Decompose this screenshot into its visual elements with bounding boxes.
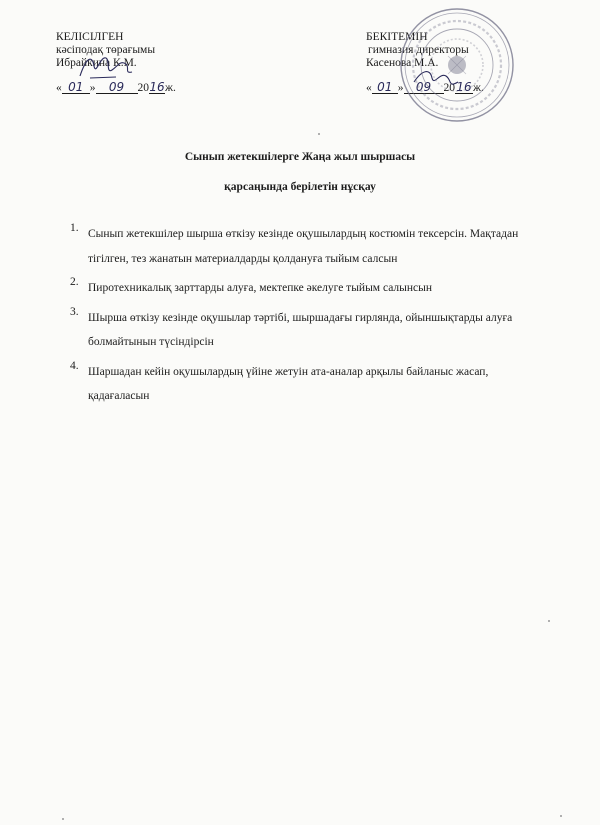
approval-right-heading: БЕКІТЕМІН [366, 31, 428, 43]
list-item [70, 306, 550, 355]
date-month: 09 [96, 81, 138, 94]
scan-speck [548, 620, 550, 622]
date-year-prefix: 20 [137, 82, 149, 94]
date-year-prefix: 20 [443, 82, 455, 94]
document-title-line2: қарсаңында берілетін нұсқау [224, 181, 376, 193]
list-item [70, 222, 550, 271]
approval-right-name: Касенова М.А. [366, 57, 439, 69]
date-mid-quote: » [89, 82, 96, 94]
approval-right-position: гимназия директоры [368, 44, 469, 56]
date-year-suffix: 16 [149, 80, 165, 94]
list-item-text: Шаршадан кейін оқушылардың үйіне жетуін ата-аналар арқылы байланыс жасап, қадағаласын [88, 365, 489, 402]
date-year-suffix: 16 [456, 80, 472, 94]
scan-speck [62, 818, 64, 820]
approval-left-heading: КЕЛІСІЛГЕН [56, 31, 124, 43]
date-day: 01 [62, 81, 90, 94]
list-item-text: Пиротехникалық зарттарды алуға, мектепке әкелуге тыйым салынсын [88, 282, 433, 294]
list-item-number: 3. [70, 305, 79, 318]
list-item [70, 360, 550, 409]
scan-speck [318, 133, 320, 135]
list-item-number: 4. [70, 359, 79, 372]
date-day: 01 [372, 81, 398, 94]
date-open-quote: « [366, 82, 372, 94]
date-suffix: ж. [473, 82, 484, 94]
date-suffix: ж. [165, 82, 176, 94]
approval-left-position: кәсіподақ төрағымы [56, 44, 156, 56]
list-item-text: Шырша өткізу кезінде оқушылар тәртібі, шыршадағы гирлянда, ойыншықтарды алуға болмайтынын түсіндірсін [88, 311, 513, 348]
list-item-text: Сынып жетекшілер шырша өткізу кезінде оқушылардың костюмін тексерсін. Мақтадан тігілген, тез жанатын материалдарды қолдануға тыйым салсын [88, 228, 519, 265]
document-title-line1: Сынып жетекшілерге Жаңа жыл шыршасы [184, 151, 416, 163]
date-month: 09 [404, 81, 444, 94]
approval-left-name: Ибрайкина К.М. [56, 57, 137, 69]
list-item [70, 276, 550, 301]
date-open-quote: « [56, 82, 62, 94]
date-mid-quote: » [397, 82, 404, 94]
official-seal-stamp-icon [398, 6, 516, 124]
signature-left-icon [76, 48, 136, 88]
list-item-number: 2. [70, 276, 79, 288]
instruction-list [70, 222, 550, 420]
scan-speck [560, 815, 562, 817]
list-item-number: 1. [70, 222, 79, 234]
